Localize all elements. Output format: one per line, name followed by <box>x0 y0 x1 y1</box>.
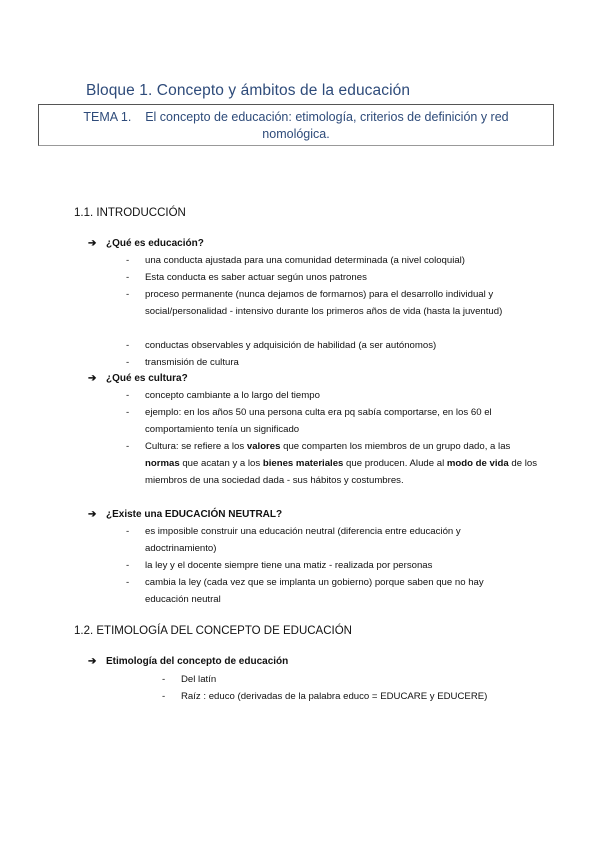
list-item: - concepto cambiante a lo largo del tiempo <box>126 390 320 401</box>
tema-title-line1: El concepto de educación: etimología, criterios de definición y red <box>145 110 509 124</box>
question-educacion-neutral: ➔ ¿Existe una EDUCACIÓN NEUTRAL? <box>88 509 283 520</box>
question-etimologia: ➔ Etimología del concepto de educación <box>88 656 289 667</box>
tema-title-line2: nomológica. <box>262 127 330 141</box>
list-item: - conductas observables y adquisición de habilidad (a ser autónomos) <box>126 340 437 351</box>
list-item: - la ley y el docente siempre tiene una matiz - realizada por personas <box>126 560 433 571</box>
question-que-es-cultura: ➔ ¿Qué es cultura? <box>88 373 188 384</box>
list-item: - transmisión de cultura <box>126 357 239 368</box>
section-heading-etimologia: 1.2. ETIMOLOGÍA DEL CONCEPTO DE EDUCACIÓN <box>74 625 352 637</box>
arrow-icon: ➔ <box>88 238 97 249</box>
arrow-icon: ➔ <box>88 656 97 667</box>
tema-heading <box>52 109 540 143</box>
block-title: Bloque 1. Concepto y ámbitos de la educación <box>86 82 411 99</box>
list-item: - proceso permanente (nunca dejamos de formarnos) para el desarrollo individual y social/personalidad - intensivo durante los primeros años de vida (hasta la juventud) <box>126 289 503 317</box>
list-item: - cambia la ley (cada vez que se implanta un gobierno) porque saben que no hay educación neutral <box>126 577 484 605</box>
arrow-icon: ➔ <box>88 509 97 520</box>
list-item-cultura-definition: - Cultura: se refiere a los valores que comparten los miembros de un grupo dado, a las normas que acatan y a los bienes materiales que producen. Alude al modo de vida de los miembros de una sociedad dada - sus hábitos y costumbres. <box>126 441 537 486</box>
tema-label: TEMA 1. <box>83 110 132 124</box>
list-item: - Esta conducta es saber actuar según unos patrones <box>126 272 367 283</box>
arrow-icon: ➔ <box>88 373 97 384</box>
list-item: - es imposible construir una educación neutral (diferencia entre educación y adoctrinamiento) <box>126 526 461 554</box>
list-item: - ejemplo: en los años 50 una persona culta era pq sabía comportarse, en los 60 el comportamiento tenía un significado <box>126 407 492 435</box>
question-que-es-educacion: ➔ ¿Qué es educación? <box>88 238 204 249</box>
list-item: - Raíz : educo (derivadas de la palabra educo = EDUCARE y EDUCERE) <box>162 691 488 702</box>
section-heading-introduccion: 1.1. INTRODUCCIÓN <box>74 207 186 219</box>
list-item: - Del latín <box>162 674 217 685</box>
list-item: - una conducta ajustada para una comunidad determinada (a nivel coloquial) <box>126 255 466 266</box>
